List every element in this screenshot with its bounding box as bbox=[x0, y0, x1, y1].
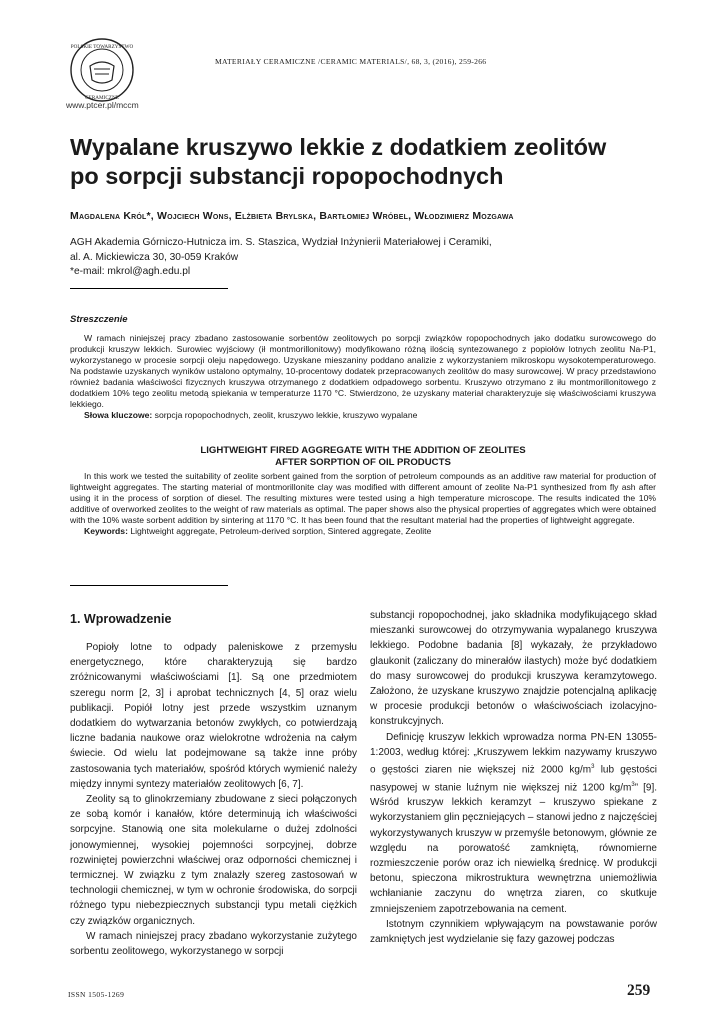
section-heading: 1. Wprowadzenie bbox=[70, 612, 172, 626]
body-column-right bbox=[370, 608, 657, 947]
keywords-en-text: Lightweight aggregate, Petroleum-derived sorption, Sintered aggregate, Zeolite bbox=[127, 526, 432, 536]
paragraph: Popioły lotne to odpady paleniskowe z przemysłu energetycznego, które charakteryzują się bardzo zróżnicowanymi właściwościami [1]. Są one przedmiotem szeregu norm [2, 3] i aprobat technicznych [4, 5] oraz wielu publikacji. Popiół lotny jest przede wszystkim uznanym dodatkiem do wytwarzania betonów zwykłych, co potwierdzają liczne badania naukowe oraz wielokrotne wdrożenia na całym świecie. Od wielu lat podejmowane są także inne próby zastosowania tych materiałów, spośród których wymienić należy między innymi syntezy materiałów zeolitowych [6, 7]. bbox=[70, 642, 357, 790]
affiliation bbox=[70, 236, 492, 280]
affiliation-line-2: al. A. Mickiewicza 30, 30-059 Kraków bbox=[70, 251, 239, 263]
authors: Magdalena Król*, Wojciech Wons, Elżbieta Brylska, Bartłomiej Wróbel, Włodzimierz Mozgawa bbox=[70, 210, 514, 222]
paragraph: W ramach niniejszej pracy zbadano wykorzystanie zużytego sorbentu zeolitowego, wykorzystanego w sorpcji bbox=[70, 930, 357, 958]
title-line-1: Wypalane kruszywo lekkie z dodatkiem zeolitów bbox=[70, 134, 607, 160]
abstract-en bbox=[70, 471, 656, 537]
keywords-pl bbox=[70, 410, 656, 421]
abstract-pl bbox=[70, 333, 656, 421]
paragraph: Zeolity są to glinokrzemiany zbudowane z sieci połączonych ze sobą komór i kanałów, które determinują ich właściwości sorpcyjne. Stanowią one sita molekularne o dużej zdolności jonowymiennej, wysokiej pojemności sorpcyjnej, dobrze rozwiniętej powierzchni właściwej oraz odporności chemicznej i termicznej. W związku z tym znalazły szereg zastosowań w technologii chemicznej, w tym w ochronie środowiska, do sorpcji różnego typu niebezpiecznych substancji typu metali ciężkich czy związków organicznych. bbox=[70, 794, 357, 927]
body-column-left bbox=[70, 640, 357, 959]
divider bbox=[70, 585, 228, 586]
abstract-pl-text: W ramach niniejszej pracy zbadano zastosowanie sorbentów zeolitowych po sorpcji związków ropopochodnych jako dodatku surowcowego do produkcji kruszyw lekkich. Surowiec wyjściowy (ił montmorillonitowy) modyfikowano różną ilością syntezowanego z popiołów lotnych zeolitu Na-P1, wykorzystanego w procesie sorpcji oleju napędowego. Uzyskane mieszaniny poddano analizie z wykorzystaniem mikroskopu wysokotemperaturowego. Na podstawie uzyskanych wyników ustalono optymalny, 10-procentowy dodatek przepracowanych zeolitów do masy surowcowej. W pracy przedstawiono również badania właściwości fizycznych kruszywa otrzymanego z dodatkiem odpadowego sorbentu. Kruszywo otrzymano z iłu montmorillonitowego z dodatkiem 10% tego zeolitu metodą spiekania w temperaturze 1170 °C. Stwierdzono, że uzyskany materiał charakteryzuje się właściwościami kruszywa lekkiego. bbox=[70, 333, 656, 409]
affiliation-email[interactable]: *e-mail: mkrol@agh.edu.pl bbox=[70, 266, 191, 277]
paragraph-part: Definicję kruszyw lekkich wprowadza norma PN-EN 13055-1:2003, według której: „Kruszywem lekkim nazywamy kruszywo o gęstości ziaren nie większej niż 2000 kg/m bbox=[370, 731, 657, 776]
keywords-en bbox=[70, 526, 656, 537]
english-title bbox=[70, 445, 656, 469]
keywords-en-label: Keywords: bbox=[84, 526, 128, 536]
society-logo bbox=[66, 36, 138, 104]
svg-text:POLSKIE TOWARZYSTWO: POLSKIE TOWARZYSTWO bbox=[70, 44, 134, 50]
abstract-en-text: In this work we tested the suitability of zeolite sorbent gained from the sorption of petroleum compounds as an additive raw material for production of lightweight aggregates. The starting material of montmorillonite clay was modified with different amount of zeolite Na-P1 synthesized from fly ash after using it in the process of sorption of diesel. The resulting mixtures were tested using a high temperature microscope. The results indicated the 10% additive of overworked zeolites to the weight of raw materials as optimal. The paper shows also the physical properties of aggregates which were obtained with the 10% waste sorbent addition by sintering at 1170 °C. It has been found that the resultant material had the properties of lightweight aggregate. bbox=[70, 471, 656, 525]
paragraph: Istotnym czynnikiem wpływającym na powstawanie porów zamkniętych jest wydzielanie się fazy gazowej podczas bbox=[370, 918, 657, 945]
ceramic-society-seal-icon bbox=[66, 36, 138, 104]
page-number: 259 bbox=[627, 982, 651, 999]
superscript: 3 bbox=[591, 764, 595, 771]
title-line-2: po sorpcji substancji ropopochodnych bbox=[70, 163, 504, 189]
journal-url[interactable]: www.ptcer.pl/mccm bbox=[66, 100, 139, 110]
divider bbox=[70, 288, 228, 289]
abstract-heading: Streszczenie bbox=[70, 314, 128, 325]
paragraph bbox=[370, 730, 657, 917]
svg-text:CERAMICZNE: CERAMICZNE bbox=[85, 95, 119, 101]
keywords-pl-label: Słowa kluczowe: bbox=[84, 410, 153, 420]
journal-citation: MATERIAŁY CERAMICZNE /CERAMIC MATERIALS/, 68, 3, (2016), 259-266 bbox=[215, 57, 487, 66]
paragraph-part: ” [9]. Wśród kruszyw lekkich keramzyt – kruszywo spiekane z wykorzystaniem glin pęczniejących – stanowi jedno z najczęściej wykorzystywanych kruszyw w przemyśle betonowym, głównie ze względu na porowatość zamkniętą, równomierne rozmieszczenie porów oraz ich niewielką średnicę. W produkcji betonu, spieczona mikrostruktura wewnętrzna uniemożliwia wchłanianie zaczynu do wnętrza ziaren, co skutkuje zmniejszeniem zapotrzebowania na cement. bbox=[370, 781, 657, 915]
article-title bbox=[70, 133, 670, 191]
paragraph: substancji ropopochodnej, jako składnika modyfikującego skład mieszanki surowcowej do otrzymywania wypalanego kruszywa lekkiego. Podobne badania [8] wykazały, że przykładowo glaukonit (zaliczany do minerałów ilastych) może być dodatkiem do masy surowcowej do produkcji kruszywa keramzytowego. Założono, że uzyskane kruszywo znajdzie potencjalną aplikację w procesie produkcji betonów o właściwościach izolacyjno-konstrukcyjnych. bbox=[370, 610, 657, 728]
keywords-pl-text: sorpcja ropopochodnych, zeolit, kruszywo lekkie, kruszywo wypalane bbox=[152, 410, 418, 420]
paragraph-part: lub gęstości nasypowej w stanie luźnym nie większej niż 1200 kg/m bbox=[370, 764, 657, 793]
english-title-line-1: LIGHTWEIGHT FIRED AGGREGATE WITH THE ADDITION OF ZEOLITES bbox=[200, 445, 526, 456]
superscript: 3 bbox=[631, 781, 635, 788]
english-title-line-2: AFTER SORPTION OF OIL PRODUCTS bbox=[275, 457, 451, 468]
affiliation-line-1: AGH Akademia Górniczo-Hutnicza im. S. Staszica, Wydział Inżynierii Materiałowej i Ceramiki, bbox=[70, 237, 492, 248]
issn: ISSN 1505-1269 bbox=[68, 990, 125, 999]
